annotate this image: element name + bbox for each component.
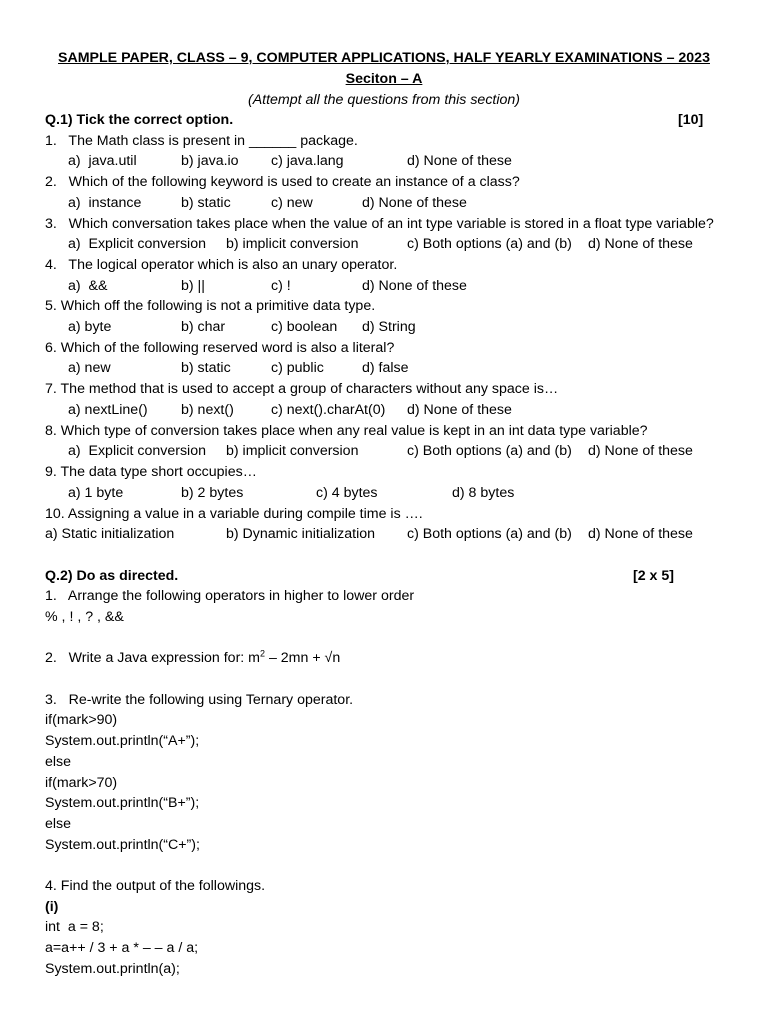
q2-part1-question: 1. Arrange the following operators in higher to lower order [45, 588, 415, 604]
option-d: d) None of these [362, 278, 467, 294]
option-b: b) implicit conversion [226, 443, 359, 459]
option-b: b) static [181, 195, 231, 211]
question-text: 9. The data type short occupies… [45, 464, 257, 480]
section-title: Seciton – A [345, 71, 423, 87]
option-c: c) 4 bytes [316, 485, 378, 501]
option-c: c) Both options (a) and (b) [407, 443, 572, 459]
question-text: 7. The method that is used to accept a group of characters without any space is… [45, 381, 559, 397]
question-text: 4. The logical operator which is also an unary operator. [45, 257, 398, 273]
option-d: d) None of these [588, 526, 693, 542]
option-a: a) byte [68, 319, 112, 335]
option-d: d) String [362, 319, 416, 335]
option-a: a) java.util [68, 153, 137, 169]
option-d: d) None of these [588, 443, 693, 459]
option-d: d) None of these [407, 402, 512, 418]
question-text: 3. Which conversation takes place when the value of an int type variable is stored in a float type variable? [45, 216, 714, 232]
question-text: 2. Which of the following keyword is used to create an instance of a class? [45, 174, 520, 190]
option-d: d) 8 bytes [452, 485, 515, 501]
option-d: d) false [362, 360, 409, 376]
option-d: d) None of these [407, 153, 512, 169]
question-text: 5. Which off the following is not a primitive data type. [45, 298, 376, 314]
option-a: a) new [68, 360, 111, 376]
exponent: 2 [260, 648, 266, 659]
question-text: 10. Assigning a value in a variable during compile time is …. [45, 506, 423, 522]
option-b: b) static [181, 360, 231, 376]
option-a: a) 1 byte [68, 485, 124, 501]
option-c: c) new [271, 195, 313, 211]
code-line: a=a++ / 3 + a * – – a / a; [45, 940, 199, 956]
option-c: c) next().charAt(0) [271, 402, 386, 418]
option-b: b) next() [181, 402, 234, 418]
q1-marks: [10] [678, 112, 704, 128]
option-b: b) char [181, 319, 226, 335]
option-a: a) Explicit conversion [68, 443, 206, 459]
question-text: 6. Which of the following reserved word is also a literal? [45, 340, 395, 356]
option-d: d) None of these [362, 195, 467, 211]
code-line: System.out.println(“A+”); [45, 733, 200, 749]
code-line: else [45, 816, 72, 832]
q2-part4-question: 4. Find the output of the followings. [45, 878, 266, 894]
option-c: c) boolean [271, 319, 338, 335]
code-line: System.out.println(“B+”); [45, 795, 200, 811]
q2-part4-subpart: (i) [45, 899, 59, 915]
option-b: b) Dynamic initialization [226, 526, 376, 542]
code-line: if(mark>70) [45, 775, 118, 791]
question-text: 1. The Math class is present in ______ package. [45, 133, 358, 149]
option-c: c) ! [271, 278, 291, 294]
option-a: a) instance [68, 195, 142, 211]
option-a: a) Static initialization [45, 526, 175, 542]
option-a: a) && [68, 278, 108, 294]
option-a: a) nextLine() [68, 402, 148, 418]
question-text: 8. Which type of conversion takes place when any real value is kept in an int data type variable? [45, 423, 648, 439]
code-line: if(mark>90) [45, 712, 118, 728]
expression-suffix: – 2mn + √n [265, 650, 341, 666]
option-b: b) 2 bytes [181, 485, 244, 501]
paper-title: SAMPLE PAPER, CLASS – 9, COMPUTER APPLICATIONS, HALF YEARLY EXAMINATIONS – 2023 [58, 50, 710, 66]
q2-marks: [2 x 5] [633, 568, 675, 584]
option-b: b) java.io [181, 153, 239, 169]
option-c: c) public [271, 360, 324, 376]
q2-part1-operators: % , ! , ? , && [45, 609, 124, 625]
code-line: int a = 8; [45, 919, 104, 935]
section-instruction: (Attempt all the questions from this section) [247, 92, 521, 108]
q2-heading: Q.2) Do as directed. [45, 568, 179, 584]
option-b: b) || [181, 278, 205, 294]
option-d: d) None of these [588, 236, 693, 252]
expression-prefix: 2. Write a Java expression for: m [45, 650, 260, 666]
q2-part2-question [45, 650, 340, 667]
code-line: else [45, 754, 72, 770]
option-a: a) Explicit conversion [68, 236, 206, 252]
option-c: c) Both options (a) and (b) [407, 236, 572, 252]
q1-heading: Q.1) Tick the correct option. [45, 112, 234, 128]
q2-part3-question: 3. Re-write the following using Ternary operator. [45, 692, 354, 708]
option-b: b) implicit conversion [226, 236, 359, 252]
option-c: c) java.lang [271, 153, 344, 169]
code-line: System.out.println(“C+”); [45, 837, 200, 853]
code-line: System.out.println(a); [45, 961, 180, 977]
option-c: c) Both options (a) and (b) [407, 526, 572, 542]
